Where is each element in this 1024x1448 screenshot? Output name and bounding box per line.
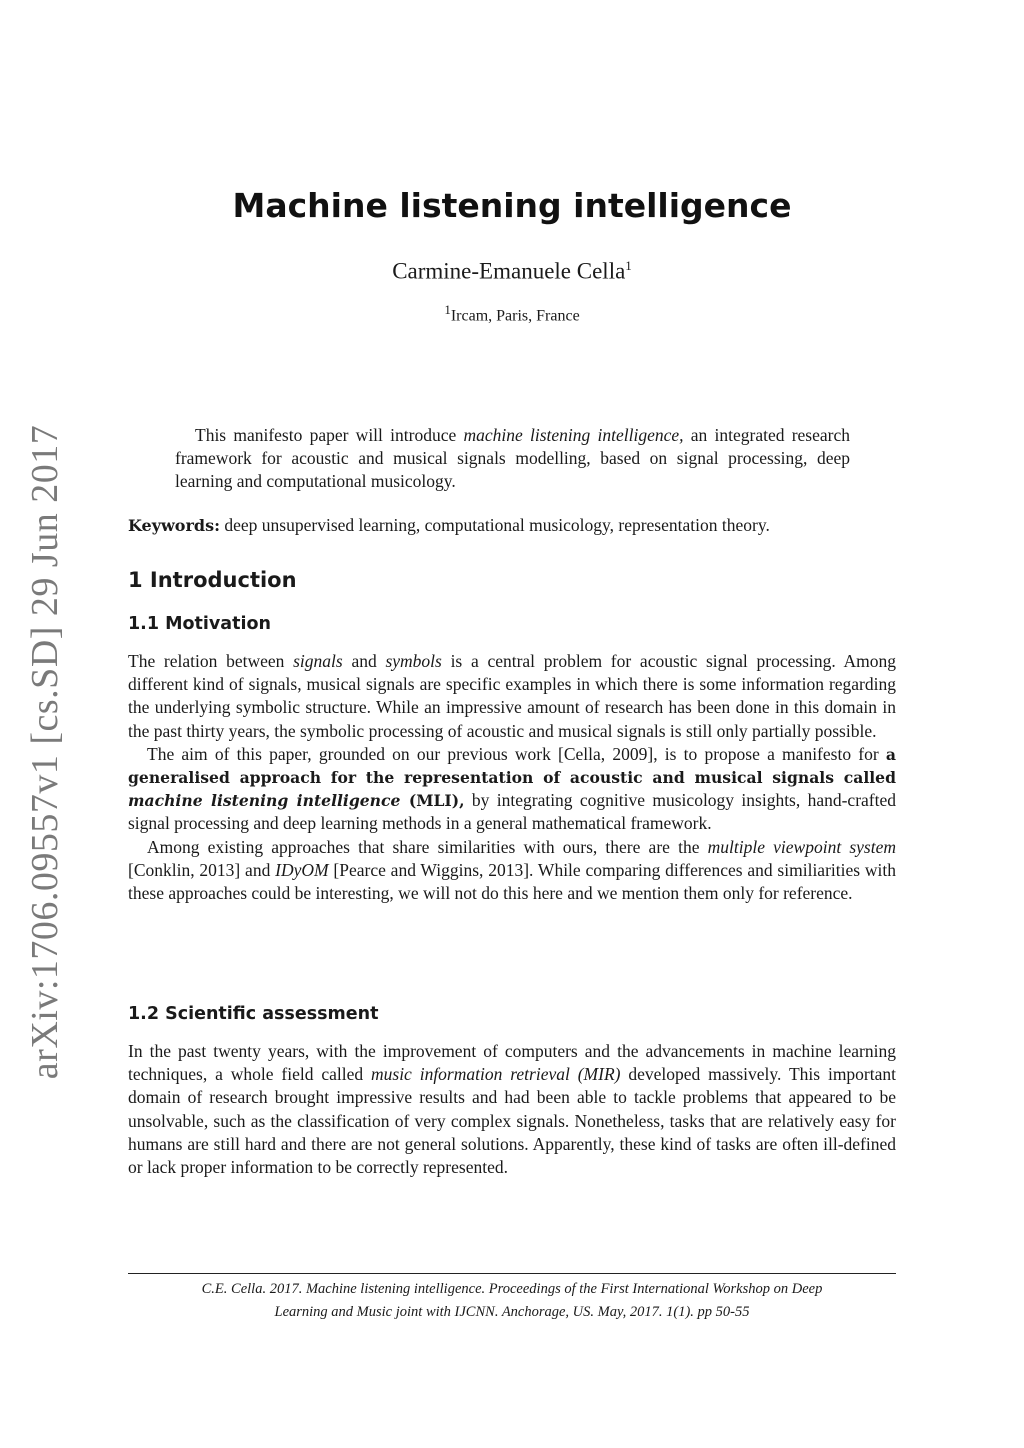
bold-statement: a generalised approach for the representation of acoustic and musical signals called machine listening intelligence (MLI),	[128, 744, 896, 811]
footnote-line-2: Learning and Music joint with IJCNN. Anchorage, US. May, 2017. 1(1). pp 50-55	[274, 1304, 750, 1320]
assessment-body	[128, 1040, 896, 1179]
affiliation-line	[0, 302, 1024, 325]
section-heading-introduction: 1 Introduction	[128, 568, 297, 592]
paragraph: The relation between signals and symbols is a central problem for acoustic signal processing. Among different kind of signals, musical signals are specific examples in which there is some information regarding the underlying symbolic structure. While an impressive amount of research has been done in this domain in the past thirty years, the symbolic processing of acoustic and musical signals is still only partially possible.	[128, 651, 896, 741]
paragraph: In the past twenty years, with the improvement of computers and the advancements in machine learning techniques, a whole field called music information retrieval (MIR) developed massively. This important domain of research brought impressive results and had been able to tackle problems that appeared to be unsolvable, such as the classification of very complex signals. Nonetheless, tasks that are relatively easy for humans are still hard and there are not general solutions. Apparently, these kind of tasks are often ill-defined or lack proper information to be correctly represented.	[128, 1041, 896, 1178]
keywords-text: deep unsupervised learning, computational musicology, representation theory.	[220, 515, 770, 535]
paragraph: The aim of this paper, grounded on our previous work [Cella, 2009], is to propose a manifesto for a generalised approach for the representation of acoustic and musical signals called machine listening intelligence (MLI), by integrating cognitive musicology insights, hand-crafted signal processing and deep learning methods in a general mathematical framework.	[128, 743, 897, 834]
author-affiliation-mark: 1	[625, 258, 632, 273]
subsection-heading-scientific-assessment: 1.2 Scientific assessment	[128, 1004, 379, 1024]
footnote-line-1: C.E. Cella. 2017. Machine listening intelligence. Proceedings of the First International Workshop on Deep	[201, 1281, 823, 1297]
arxiv-identifier: arXiv:1706.09557v1 [cs.SD] 29 Jun 2017	[24, 424, 66, 1080]
author-name: Carmine-Emanuele Cella	[392, 258, 626, 284]
motivation-body	[128, 650, 896, 905]
paragraph: Among existing approaches that share similarities with ours, there are the multiple viewpoint system [Conklin, 2013] and IDyOM [Pearce and Wiggins, 2013]. While comparing differences and similiarities with these approaches could be interesting, we will not do this here and we mention them only for reference.	[128, 836, 896, 904]
footnote-rule	[128, 1273, 896, 1274]
abstract: This manifesto paper will introduce machine listening intelligence, an integrated research framework for acoustic and musical signals modelling, based on signal processing, deep learning and computational musicology.	[175, 425, 850, 491]
keywords	[128, 514, 898, 537]
affiliation-text: Ircam, Paris, France	[450, 307, 580, 325]
footnote-citation	[128, 1278, 896, 1324]
abstract-emphasis: machine listening intelligence,	[463, 425, 684, 445]
author-line	[0, 258, 1024, 285]
keywords-label: Keywords:	[128, 516, 221, 535]
subsection-heading-motivation: 1.1 Motivation	[128, 614, 271, 634]
affiliation-mark: 1	[444, 302, 451, 317]
paper-title: Machine listening intelligence	[232, 186, 792, 225]
